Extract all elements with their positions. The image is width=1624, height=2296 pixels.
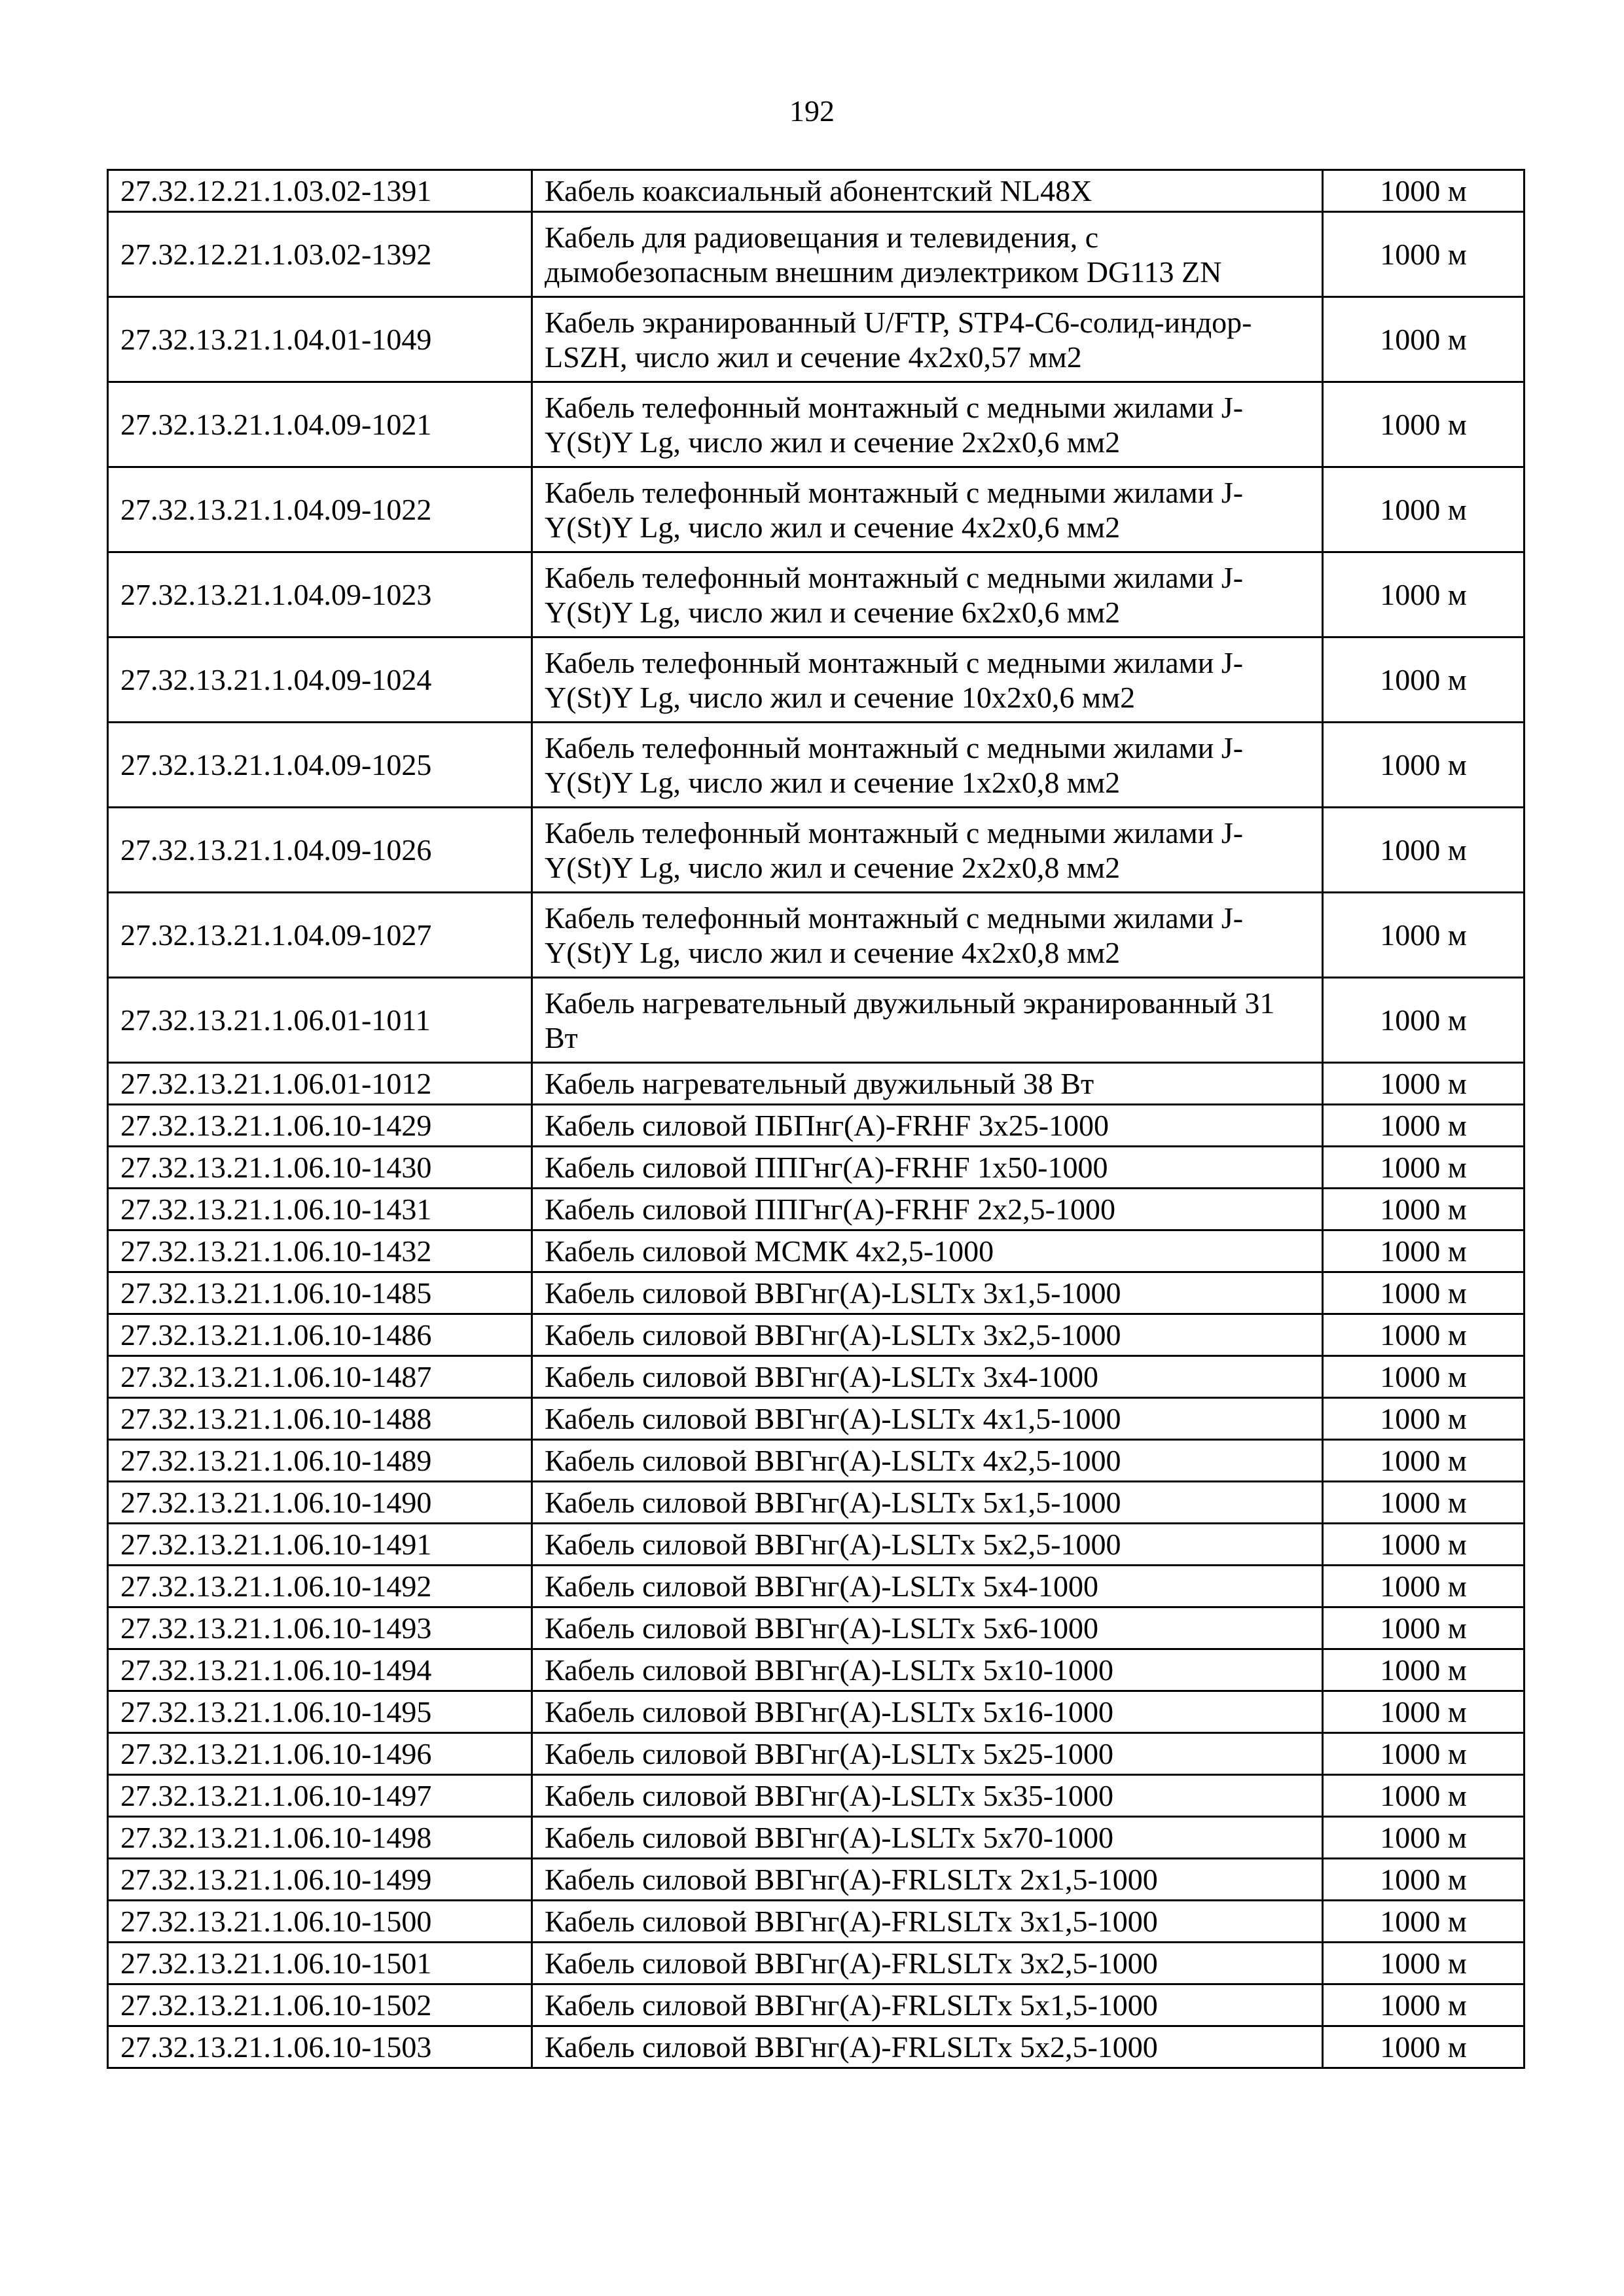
table-row [108, 1314, 1525, 1356]
unit-cell: 1000 м [1323, 723, 1525, 808]
resource-name-cell: Кабель телефонный монтажный с медными жилами J-Y(St)Y Lg, число жил и сечение 10x2x0,6 мм2 [532, 637, 1323, 723]
resource-name-cell: Кабель силовой ППГнг(А)-FRHF 1x50-1000 [532, 1147, 1323, 1189]
unit-cell: 1000 м [1323, 1356, 1525, 1398]
table-row [108, 1607, 1525, 1649]
resource-code-cell: 27.32.13.21.1.06.10-1487 [108, 1356, 532, 1398]
table-row [108, 978, 1525, 1063]
resource-name-cell: Кабель силовой ВВГнг(А)-LSLTx 3x4-1000 [532, 1356, 1323, 1398]
table-row [108, 1440, 1525, 1482]
resource-name-cell: Кабель силовой ППГнг(А)-FRHF 2x2,5-1000 [532, 1189, 1323, 1230]
resource-code-cell: 27.32.13.21.1.06.10-1490 [108, 1482, 532, 1524]
table-row [108, 723, 1525, 808]
table-row [108, 467, 1525, 552]
unit-cell: 1000 м [1323, 637, 1525, 723]
resource-code-cell: 27.32.13.21.1.04.09-1025 [108, 723, 532, 808]
resource-name-cell: Кабель силовой ВВГнг(А)-LSLTx 5x4-1000 [532, 1566, 1323, 1607]
resource-code-cell: 27.32.13.21.1.06.10-1491 [108, 1524, 532, 1566]
resource-code-cell: 27.32.13.21.1.06.01-1011 [108, 978, 532, 1063]
unit-cell: 1000 м [1323, 1063, 1525, 1105]
resource-name-cell: Кабель силовой ВВГнг(А)-FRLSLTx 3x2,5-1000 [532, 1943, 1323, 1984]
resource-code-cell: 27.32.13.21.1.06.10-1430 [108, 1147, 532, 1189]
unit-cell: 1000 м [1323, 1524, 1525, 1566]
table-row [108, 1943, 1525, 1984]
resource-name-cell: Кабель силовой МСМК 4x2,5-1000 [532, 1230, 1323, 1272]
table-row [108, 552, 1525, 637]
table-row [108, 1398, 1525, 1440]
page-number: 192 [789, 94, 835, 128]
table-row [108, 808, 1525, 893]
resource-name-cell: Кабель силовой ВВГнг(А)-LSLTx 4x2,5-1000 [532, 1440, 1323, 1482]
resource-code-cell: 27.32.13.21.1.06.10-1495 [108, 1691, 532, 1733]
unit-cell: 1000 м [1323, 978, 1525, 1063]
table-row [108, 170, 1525, 212]
table-row [108, 1566, 1525, 1607]
table-row [108, 637, 1525, 723]
resource-code-cell: 27.32.13.21.1.06.10-1503 [108, 2026, 532, 2068]
table-row [108, 1356, 1525, 1398]
table-row [108, 1272, 1525, 1314]
resource-name-cell: Кабель силовой ВВГнг(А)-FRLSLTx 2x1,5-1000 [532, 1859, 1323, 1901]
table-row [108, 1859, 1525, 1901]
resource-name-cell: Кабель силовой ВВГнг(А)-FRLSLTx 5x2,5-1000 [532, 2026, 1323, 2068]
unit-cell: 1000 м [1323, 1482, 1525, 1524]
resource-code-cell: 27.32.13.21.1.06.10-1432 [108, 1230, 532, 1272]
resource-code-cell: 27.32.13.21.1.06.10-1501 [108, 1943, 532, 1984]
unit-cell: 1000 м [1323, 1272, 1525, 1314]
table-row [108, 1105, 1525, 1147]
table-row [108, 1984, 1525, 2026]
table-row [108, 1189, 1525, 1230]
unit-cell: 1000 м [1323, 212, 1525, 297]
unit-cell: 1000 м [1323, 2026, 1525, 2068]
resource-name-cell: Кабель силовой ВВГнг(А)-LSLTx 3x2,5-1000 [532, 1314, 1323, 1356]
unit-cell: 1000 м [1323, 1943, 1525, 1984]
resource-name-cell: Кабель силовой ВВГнг(А)-LSLTx 5x10-1000 [532, 1649, 1323, 1691]
resource-name-cell: Кабель силовой ВВГнг(А)-LSLTx 5x25-1000 [532, 1733, 1323, 1775]
table-row [108, 382, 1525, 467]
unit-cell: 1000 м [1323, 1147, 1525, 1189]
table-row [108, 1691, 1525, 1733]
resource-name-cell: Кабель силовой ПБПнг(А)-FRHF 3x25-1000 [532, 1105, 1323, 1147]
resource-code-cell: 27.32.13.21.1.06.10-1431 [108, 1189, 532, 1230]
table-row [108, 1147, 1525, 1189]
resource-name-cell: Кабель телефонный монтажный с медными жилами J-Y(St)Y Lg, число жил и сечение 4x2x0,8 мм2 [532, 893, 1323, 978]
resource-code-cell: 27.32.13.21.1.06.10-1494 [108, 1649, 532, 1691]
unit-cell: 1000 м [1323, 893, 1525, 978]
resource-name-cell: Кабель телефонный монтажный с медными жилами J-Y(St)Y Lg, число жил и сечение 6x2x0,6 мм2 [532, 552, 1323, 637]
unit-cell: 1000 м [1323, 1398, 1525, 1440]
unit-cell: 1000 м [1323, 1733, 1525, 1775]
unit-cell: 1000 м [1323, 1649, 1525, 1691]
resource-name-cell: Кабель силовой ВВГнг(А)-LSLTx 5x35-1000 [532, 1775, 1323, 1817]
resource-code-cell: 27.32.13.21.1.04.09-1026 [108, 808, 532, 893]
resource-name-cell: Кабель телефонный монтажный с медными жилами J-Y(St)Y Lg, число жил и сечение 1x2x0,8 мм2 [532, 723, 1323, 808]
resource-name-cell: Кабель для радиовещания и телевидения, с дымобезопасным внешним диэлектриком DG113 ZN [532, 212, 1323, 297]
table-row [108, 1775, 1525, 1817]
unit-cell: 1000 м [1323, 1314, 1525, 1356]
resource-name-cell: Кабель силовой ВВГнг(А)-LSLTx 5x70-1000 [532, 1817, 1323, 1859]
resource-code-cell: 27.32.12.21.1.03.02-1392 [108, 212, 532, 297]
table-row [108, 2026, 1525, 2068]
resource-name-cell: Кабель коаксиальный абонентский NL48X [532, 170, 1323, 212]
table-row [108, 1649, 1525, 1691]
resource-name-cell: Кабель телефонный монтажный с медными жилами J-Y(St)Y Lg, число жил и сечение 2x2x0,8 мм2 [532, 808, 1323, 893]
resource-name-cell: Кабель силовой ВВГнг(А)-LSLTx 4x1,5-1000 [532, 1398, 1323, 1440]
resource-code-cell: 27.32.13.21.1.06.10-1497 [108, 1775, 532, 1817]
unit-cell: 1000 м [1323, 1230, 1525, 1272]
unit-cell: 1000 м [1323, 1440, 1525, 1482]
unit-cell: 1000 м [1323, 552, 1525, 637]
resource-code-cell: 27.32.13.21.1.04.01-1049 [108, 297, 532, 382]
resource-table-body [108, 170, 1525, 2068]
resource-code-cell: 27.32.13.21.1.06.01-1012 [108, 1063, 532, 1105]
table-row [108, 1901, 1525, 1943]
unit-cell: 1000 м [1323, 1984, 1525, 2026]
resource-code-cell: 27.32.12.21.1.03.02-1391 [108, 170, 532, 212]
resource-code-cell: 27.32.13.21.1.06.10-1493 [108, 1607, 532, 1649]
resource-name-cell: Кабель силовой ВВГнг(А)-FRLSLTx 3x1,5-1000 [532, 1901, 1323, 1943]
unit-cell: 1000 м [1323, 1691, 1525, 1733]
table-row [108, 1817, 1525, 1859]
resource-code-cell: 27.32.13.21.1.06.10-1500 [108, 1901, 532, 1943]
unit-cell: 1000 м [1323, 1817, 1525, 1859]
resource-name-cell: Кабель нагревательный двужильный экранированный 31 Вт [532, 978, 1323, 1063]
resource-code-cell: 27.32.13.21.1.06.10-1492 [108, 1566, 532, 1607]
unit-cell: 1000 м [1323, 1607, 1525, 1649]
unit-cell: 1000 м [1323, 1566, 1525, 1607]
resource-code-cell: 27.32.13.21.1.06.10-1429 [108, 1105, 532, 1147]
table-row [108, 1063, 1525, 1105]
resource-code-cell: 27.32.13.21.1.06.10-1486 [108, 1314, 532, 1356]
table-row [108, 297, 1525, 382]
unit-cell: 1000 м [1323, 1775, 1525, 1817]
resource-code-cell: 27.32.13.21.1.06.10-1499 [108, 1859, 532, 1901]
unit-cell: 1000 м [1323, 1859, 1525, 1901]
resource-table [107, 169, 1525, 2069]
table-row [108, 893, 1525, 978]
resource-code-cell: 27.32.13.21.1.06.10-1502 [108, 1984, 532, 2026]
table-row [108, 1230, 1525, 1272]
unit-cell: 1000 м [1323, 1189, 1525, 1230]
unit-cell: 1000 м [1323, 1901, 1525, 1943]
unit-cell: 1000 м [1323, 1105, 1525, 1147]
resource-code-cell: 27.32.13.21.1.06.10-1485 [108, 1272, 532, 1314]
table-row [108, 212, 1525, 297]
resource-name-cell: Кабель силовой ВВГнг(А)-FRLSLTx 5x1,5-1000 [532, 1984, 1323, 2026]
resource-name-cell: Кабель силовой ВВГнг(А)-LSLTx 5x16-1000 [532, 1691, 1323, 1733]
resource-name-cell: Кабель телефонный монтажный с медными жилами J-Y(St)Y Lg, число жил и сечение 4x2x0,6 мм2 [532, 467, 1323, 552]
resource-name-cell: Кабель силовой ВВГнг(А)-LSLTx 5x2,5-1000 [532, 1524, 1323, 1566]
resource-name-cell: Кабель силовой ВВГнг(А)-LSLTx 5x1,5-1000 [532, 1482, 1323, 1524]
unit-cell: 1000 м [1323, 467, 1525, 552]
resource-name-cell: Кабель силовой ВВГнг(А)-LSLTx 3x1,5-1000 [532, 1272, 1323, 1314]
table-row [108, 1733, 1525, 1775]
unit-cell: 1000 м [1323, 297, 1525, 382]
unit-cell: 1000 м [1323, 170, 1525, 212]
resource-code-cell: 27.32.13.21.1.06.10-1496 [108, 1733, 532, 1775]
resource-name-cell: Кабель экранированный U/FTP, STP4-C6-солид-индор-LSZH, число жил и сечение 4x2x0,57 мм2 [532, 297, 1323, 382]
resource-code-cell: 27.32.13.21.1.04.09-1027 [108, 893, 532, 978]
unit-cell: 1000 м [1323, 808, 1525, 893]
resource-code-cell: 27.32.13.21.1.04.09-1024 [108, 637, 532, 723]
resource-code-cell: 27.32.13.21.1.04.09-1021 [108, 382, 532, 467]
resource-name-cell: Кабель силовой ВВГнг(А)-LSLTx 5x6-1000 [532, 1607, 1323, 1649]
table-row [108, 1482, 1525, 1524]
resource-code-cell: 27.32.13.21.1.06.10-1489 [108, 1440, 532, 1482]
resource-name-cell: Кабель нагревательный двужильный 38 Вт [532, 1063, 1323, 1105]
table-row [108, 1524, 1525, 1566]
unit-cell: 1000 м [1323, 382, 1525, 467]
resource-code-cell: 27.32.13.21.1.04.09-1022 [108, 467, 532, 552]
resource-code-cell: 27.32.13.21.1.04.09-1023 [108, 552, 532, 637]
resource-code-cell: 27.32.13.21.1.06.10-1488 [108, 1398, 532, 1440]
resource-code-cell: 27.32.13.21.1.06.10-1498 [108, 1817, 532, 1859]
resource-name-cell: Кабель телефонный монтажный с медными жилами J-Y(St)Y Lg, число жил и сечение 2x2x0,6 мм2 [532, 382, 1323, 467]
